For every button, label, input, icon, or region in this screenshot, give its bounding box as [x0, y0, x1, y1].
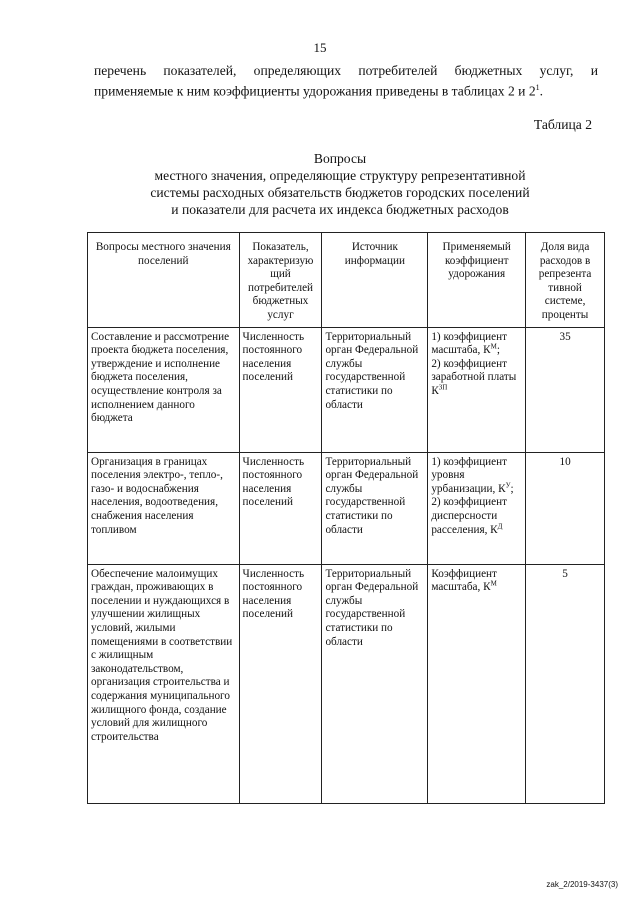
cell-source: Территориальный орган Федеральной службы государственной статистики по области	[322, 452, 428, 564]
intro-paragraph	[94, 62, 598, 100]
coefficient-line-2	[431, 496, 522, 537]
coefficient-line-1	[431, 568, 522, 595]
coefficient-line-2	[431, 358, 522, 399]
cell-indicator: Численность постоянного населения поселений	[239, 327, 322, 452]
table-row	[88, 564, 605, 803]
cell-coefficient	[428, 452, 526, 564]
coefficient-line-1	[431, 456, 522, 497]
heading-line-4: и показатели для расчета их индекса бюджетных расходов	[171, 202, 509, 217]
coefficient-text: 2) коэффициент дисперсности расселения, К	[431, 496, 508, 536]
table-row	[88, 327, 605, 452]
cell-question: Обеспечение малоимущих граждан, проживающих в поселении и нуждающихся в улучшении жилищных условий, жилыми помещениями в соответствии с жилищным законодательством, организация строительства и содержания муниципального жилищного фонда, создание условий для жилищного строительства	[88, 564, 240, 803]
coefficient-index: ЗП	[438, 383, 448, 392]
header-indicator: Показатель, характеризую щий потребителей бюджетных услуг	[239, 233, 322, 328]
table-row	[88, 452, 605, 564]
coefficient-index: М	[490, 579, 497, 588]
heading-line-3: системы расходных обязательств бюджетов городских поселений	[150, 185, 530, 200]
coefficient-index: У	[505, 481, 511, 490]
intro-line-1: перечень показателей, определяющих потребителей бюджетных услуг, и	[94, 63, 598, 78]
cell-question: Составление и рассмотрение проекта бюджета поселения, утверждение и исполнение бюджета поселения, осуществление контроля за исполнением данного бюджета	[88, 327, 240, 452]
footnote-marker: 1	[535, 83, 540, 92]
intro-line-2-end: .	[539, 83, 544, 99]
cell-source: Территориальный орган Федеральной службы государственной статистики по области	[322, 564, 428, 803]
header-question: Вопросы местного значения поселений	[88, 233, 240, 328]
document-code: zak_2/2019-3437(3)	[546, 880, 618, 889]
intro-line-2	[94, 79, 598, 100]
coefficient-line-1	[431, 331, 522, 358]
coefficient-text: 1) коэффициент масштаба, К	[431, 330, 508, 357]
cell-source: Территориальный орган Федеральной службы государственной статистики по области	[322, 327, 428, 452]
cell-question: Организация в границах поселения электро-, тепло-, газо- и водоснабжения населения, водоотведения, снабжения населения топливом	[88, 452, 240, 564]
page-number: 15	[313, 40, 327, 55]
heading-line-1: Вопросы	[313, 151, 367, 166]
expenditure-table	[87, 232, 605, 804]
table-header-row	[88, 233, 605, 328]
header-source: Источник информации	[322, 233, 428, 328]
table-label: Таблица 2	[533, 117, 592, 132]
header-coefficient: Применяемый коэффициент удорожания	[428, 233, 526, 328]
cell-share: 35	[526, 327, 605, 452]
coefficient-text: 2) коэффициент заработной платы К	[431, 357, 517, 397]
table-heading	[80, 150, 600, 218]
header-share: Доля вида расходов в репрезента тивной системе, проценты	[526, 233, 605, 328]
cell-indicator: Численность постоянного населения поселений	[239, 452, 322, 564]
coefficient-index: Д	[497, 521, 503, 530]
cell-share: 5	[526, 564, 605, 803]
heading-line-2: местного значения, определяющие структуру репрезентативной	[154, 168, 526, 183]
coefficient-text: 1) коэффициент уровня урбанизации, К	[431, 455, 508, 495]
coefficient-index: М	[490, 342, 497, 351]
cell-coefficient	[428, 564, 526, 803]
intro-line-2-text: применяемые к ним коэффициенты удорожания приведены в таблицах 2 и 2	[94, 83, 536, 99]
coefficient-end: ;	[496, 344, 500, 357]
coefficient-end: ;	[510, 482, 514, 495]
cell-indicator: Численность постоянного населения поселений	[239, 564, 322, 803]
coefficient-text: Коэффициент масштаба, К	[431, 567, 497, 594]
cell-share: 10	[526, 452, 605, 564]
cell-coefficient	[428, 327, 526, 452]
